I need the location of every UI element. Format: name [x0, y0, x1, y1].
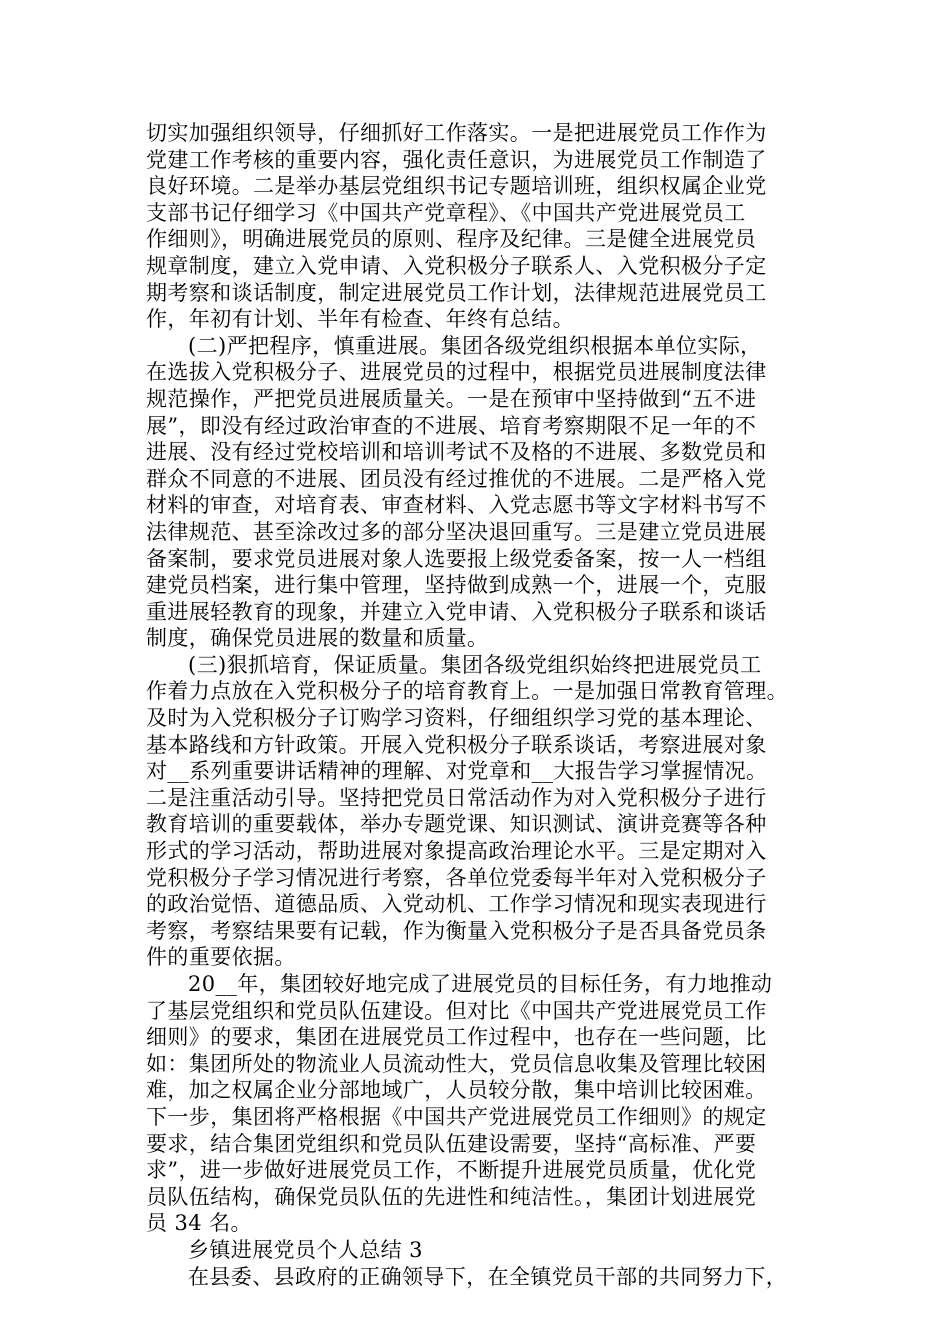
- text-line: 基本路线和方针政策。开展入党积极分子联系谈话，考察进展对象: [146, 732, 767, 757]
- text-line: 下一步，集团将严格根据《中国共产党进展党员工作细则》的规定: [146, 1104, 767, 1129]
- text-line: 要求，结合集团党组织和党员队伍建设需要，坚持“高标准、严要: [146, 1131, 757, 1156]
- text-line: 制度，确保党员进展的数量和质量。: [146, 626, 489, 651]
- text-line: 作细则》，明确进展党员的原则、程序及纪律。三是健全进展党员: [146, 227, 757, 252]
- text-line: 备案制，要求党员进展对象人选要报上级党委备案，按一人一档组: [146, 546, 767, 571]
- text-line: 建党员档案，进行集中管理，坚持做到成熟一个，进展一个，克服: [146, 573, 767, 598]
- document-page: [146, 120, 826, 1290]
- text-line: 规章制度，建立入党申请、入党积极分子联系人、入党积极分子定: [146, 253, 767, 278]
- text-line: 重进展轻教育的现象，并建立入党申请、入党积极分子联系和谈话: [146, 599, 767, 624]
- text-line: 法律规范、甚至涂改过多的部分坚决退回重写。三是建立党员进展: [146, 519, 767, 544]
- text-line: 求”，进一步做好进展党员工作，不断提升进展党员质量，优化党: [146, 1158, 757, 1183]
- text-line: 展”，即没有经过政治审查的不进展、培育考察期限不足一年的不: [146, 413, 757, 438]
- text-line: (三)狠抓培育，保证质量。集团各级党组织始终把进展党员工: [188, 652, 762, 677]
- text-line: 教育培训的重要载体，举办专题党课、知识测试、演讲竞赛等各种: [146, 812, 767, 837]
- text-line: 进展、没有经过党校培训和培训考试不及格的不进展、多数党员和: [146, 440, 767, 465]
- text-line: 切实加强组织领导，仔细抓好工作落实。一是把进展党员工作作为: [146, 121, 767, 145]
- text-line: 二是注重活动引导。坚持把党员日常活动作为对入党积极分子进行: [146, 785, 767, 810]
- text-line: 材料的审查，对培育表、审查材料、入党志愿书等文字材料书写不: [146, 493, 767, 518]
- text-line: 作着力点放在入党积极分子的培育教育上。一是加强日常教育管理。: [146, 679, 788, 704]
- text-line: 规范操作，严把党员进展质量关。一是在预审中坚持做到“五不进: [146, 386, 757, 411]
- text-line: 作，年初有计划、半年有检查、年终有总结。: [146, 307, 574, 332]
- text-line: 在县委、县政府的正确领导下，在全镇党员干部的共同努力下，: [188, 1264, 788, 1289]
- text-line: (二)严把程序，慎重进展。集团各级党组织根据本单位实际，: [188, 333, 762, 358]
- text-line: 难，加之权属企业分部地域广，人员较分散，集中培训比较困难。: [146, 1078, 767, 1103]
- text-line: 件的重要依据。: [146, 945, 296, 970]
- text-line: 党积极分子学习情况进行考察，各单位党委每半年对入党积极分子: [146, 865, 767, 890]
- text-line: 考察，考察结果要有记载，作为衡量入党积极分子是否具备党员条: [146, 918, 767, 943]
- text-line: 乡镇进展党员个人总结 3: [188, 1237, 423, 1262]
- text-line: 群众不同意的不进展、团员没有经过推优的不进展。二是严格入党: [146, 466, 767, 491]
- text-line: 了基层党组织和党员队伍建设。但对比《中国共产党进展党员工作: [146, 998, 767, 1023]
- text-line: 支部书记仔细学习《中国共产党章程》、《中国共产党进展党员工: [146, 200, 746, 225]
- text-line: 对__系列重要讲话精神的理解、对党章和__大报告学习掌握情况。: [146, 759, 768, 784]
- text-line: 在选拔入党积极分子、进展党员的过程中，根据党员进展制度法律: [146, 360, 767, 385]
- text-line: 的政治觉悟、道德品质、入党动机、工作学习情况和现实表现进行: [146, 892, 767, 917]
- text-line: 员队伍结构，确保党员队伍的先进性和纯洁性。，集团计划进展党: [146, 1184, 757, 1209]
- text-line: 期考察和谈话制度，制定进展党员工作计划，法律规范进展党员工: [146, 280, 767, 305]
- text-line: 员 34 名。: [146, 1211, 252, 1236]
- text-line: 党建工作考核的重要内容，强化责任意识，为进展党员工作制造了: [146, 147, 767, 172]
- text-line: 如：集团所处的物流业人员流动性大，党员信息收集及管理比较困: [146, 1051, 767, 1076]
- text-line: 良好环境。二是举办基层党组织书记专题培训班，组织权属企业党: [146, 174, 767, 199]
- text-line: 形式的学习活动，帮助进展对象提高政治理论水平。三是定期对入: [146, 839, 767, 864]
- text-line: 细则》的要求，集团在进展党员工作过程中，也存在一些问题，比: [146, 1025, 767, 1050]
- text-line: 及时为入党积极分子订购学习资料，仔细组织学习党的基本理论、: [146, 706, 767, 731]
- text-line: 20__年，集团较好地完成了进展党员的目标任务，有力地推动: [188, 972, 773, 996]
